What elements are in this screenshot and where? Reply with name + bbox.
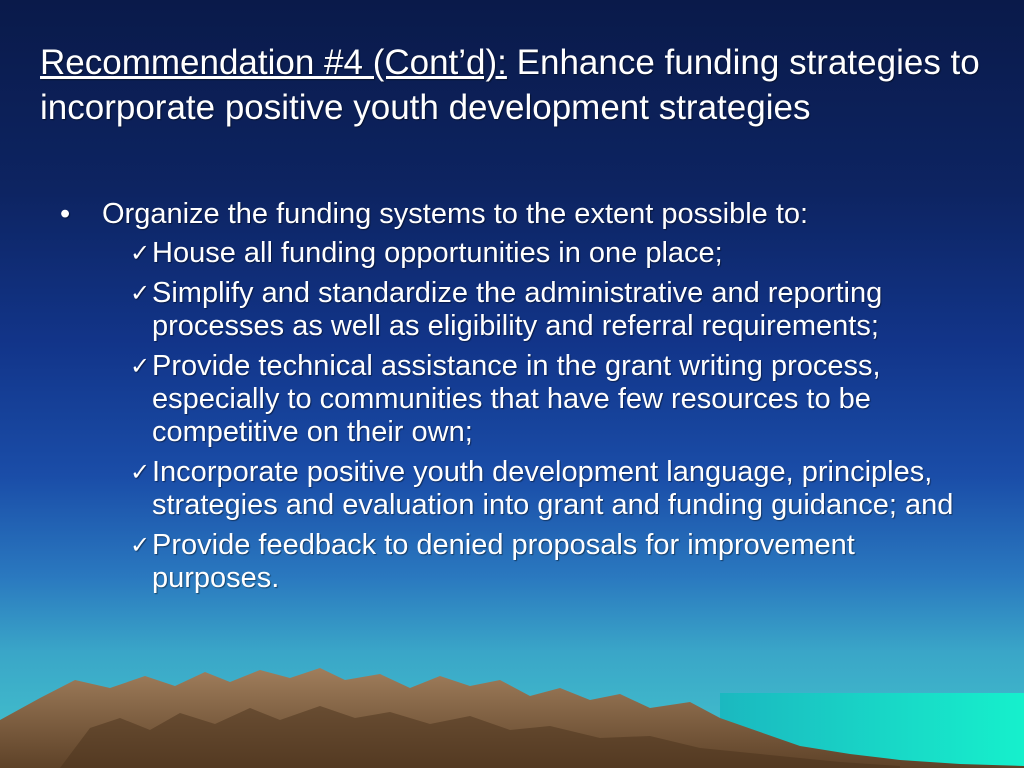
checklist-item-text: House all funding opportunities in one place; (152, 237, 723, 269)
checklist-item-text: Provide technical assistance in the grant writing process, especially to communities that have few resources to be competitive on their own; (152, 350, 881, 448)
checklist-item-text: Provide feedback to denied proposals for improvement purposes. (152, 529, 855, 594)
checklist-item-text: Simplify and standardize the administrative and reporting processes as well as eligibility and referral requirements; (152, 277, 883, 342)
checklist-item (60, 350, 980, 449)
title-underlined-part: Recommendation #4 (Cont’d): (40, 43, 507, 82)
main-bullet (60, 198, 980, 231)
checklist-item (60, 277, 980, 343)
checkmark-icon: ✓ (130, 531, 151, 559)
title-rest: Enhance funding strategies to incorporate positive youth development strategies (40, 43, 980, 127)
checkmark-icon: ✓ (130, 458, 151, 486)
checklist-item (60, 456, 980, 522)
checkmark-icon: ✓ (130, 279, 151, 307)
bullet-icon: • (60, 198, 71, 230)
checklist-item-text: Incorporate positive youth development language, principles, strategies and evaluation into grant and funding guidance; and (152, 456, 954, 521)
slide-body (60, 198, 980, 602)
checklist (60, 237, 980, 595)
checklist-item (60, 529, 980, 595)
main-bullet-text: Organize the funding systems to the extent possible to: (102, 198, 809, 230)
mountain-landscape (0, 658, 1024, 768)
checklist-item (60, 237, 980, 270)
checkmark-icon: ✓ (130, 239, 151, 267)
checkmark-icon: ✓ (130, 352, 151, 380)
slide-title (40, 40, 990, 130)
